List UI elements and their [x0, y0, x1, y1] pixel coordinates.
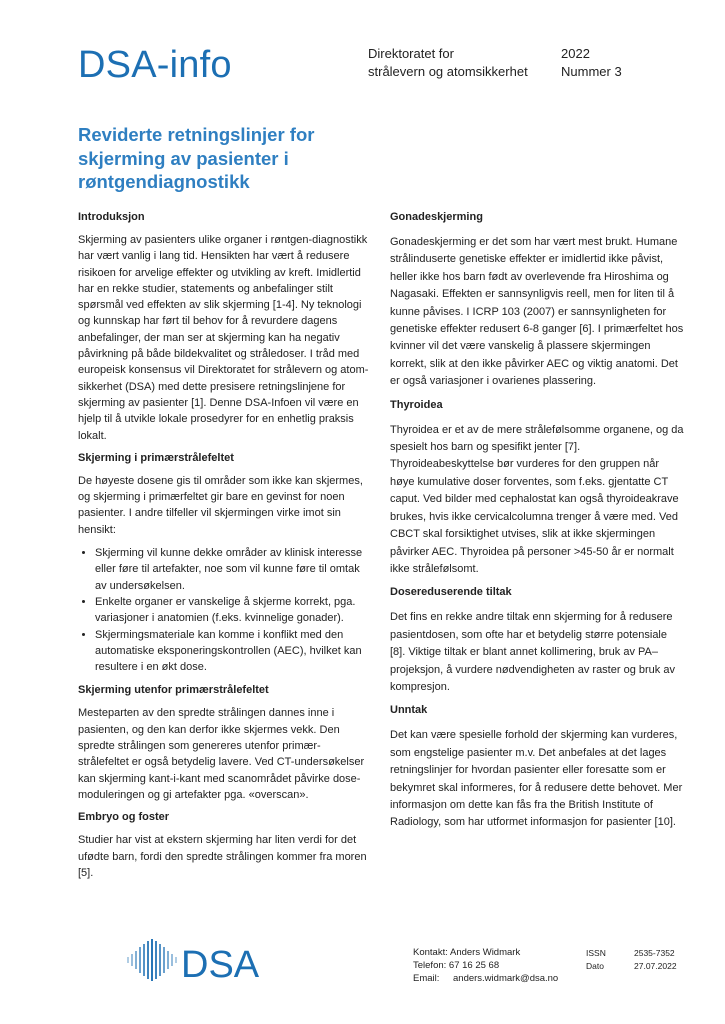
gonad-text: Gonadeskjerming er det som har vært mest brukt. Humane strålinduserte genetiske effekter er imidlertid ikke påvist, heller ikke hos barn født av overlevende fra Hiroshima og Nagasaki. Effekten er sannsynligvis reell, men for liten til å kunne påvises. I ICRP 103 (2007) er sannsynligheten for genetiske effekter redusert 6-8 ganger [6]. I primærfeltet hos kvinner vil det være vanskelig å plassere skjermingen korrekt, slik at den ikke påvirker AEC og viktig anatomi. Det er også variasjoner i ovarienes plassering.	[390, 236, 684, 388]
dose-reduction-text: Det fins en rekke andre tiltak enn skjerming for å redusere pasientdosen, som ofte har et betydelig større potensiale [8]. Viktige tiltak er blant annet kollimering, bruk av PA–projeksjon, å vurdere nødvendigheten av raster og bruk av kompresjon.	[390, 611, 675, 693]
org-line-1: Direktoratet for	[368, 46, 454, 61]
outside-field-heading: Skjerming utenfor primærstrålefeltet	[78, 684, 269, 697]
contact-label: Kontakt:	[413, 947, 448, 958]
bullet-item: • Skjermingsmateriale kan komme i konflikt med den automatiske eksponeringskontrollen (AEC), hvilket kan resultere i en økt dose.	[95, 627, 370, 676]
publication-meta	[586, 947, 677, 973]
date-row	[586, 960, 677, 973]
phone-number: 67 16 25 68	[448, 959, 500, 971]
right-column	[390, 210, 685, 839]
outside-field-text: Mesteparten av den spredte strålingen dannes inne i pasienten, og den kan derfor ikke skjermes vekk. Den spredte strålingen som genereres utenfor primær-strålefeltet er også betydelig lavere. Ved CT-undersøkelser kan skjerming kant-i-kant med scanområdet påvirke dose-moduleringen og gi artefakter pga. «overscan».	[78, 707, 365, 801]
email-row	[413, 973, 558, 986]
exceptions-heading: Unntak	[390, 704, 428, 717]
left-column	[78, 210, 370, 888]
issn-row	[586, 947, 677, 960]
embryo-text: Studier har vist at ekstern skjerming har liten verdi for det ufødte barn, fordi den spredte strålingen kommer fra moren [5].	[78, 834, 367, 879]
gonad-heading: Gonadeskjerming	[390, 211, 483, 223]
email-label: Email:	[413, 972, 440, 984]
intro-heading: Introduksjon	[78, 211, 145, 223]
article-title: Reviderte retningslinjer for skjerming av pasienter i røntgendiagnostikk	[78, 124, 315, 192]
thyroid-text: Thyroidea er et av de mere strålefølsomme organene, og da spesielt hos barn og spesifikt jenter [7]. Thyroideabeskyttelse bør vurderes for den gruppen når høye kumulative doser forventes, som f.eks. gjentatte CT caput. Ved bilder med cephalostat kan også thyroideakrave brukes, hvis ikke cervicalcolumna trenger å være med. Ved CBCT skal forsiktighet utvises, slik at ikke skjermingen påvirker AEC. Thyroidea på personer >45-50 år er normalt ikke strålefølsomt.	[390, 423, 684, 575]
issue-number: Nummer 3	[561, 64, 622, 79]
bullet-item: • Skjerming vil kunne dekke områder av klinisk interesse eller føre til artefakter, noe som vil kunne føre til omtak av undersøkelsen.	[95, 545, 370, 594]
email-address: anders.widmark@dsa.no	[453, 972, 559, 984]
intro-text: Skjerming av pasienters ulike organer i røntgen-diagnostikk har vært vanlig i lang tid. Hensikten har vært å redusere risikoen for arvelige effekter og utvikling av kreft. Imidlertid har en rekke studier, statements og anbefalinger stilt spørsmål ved effekten av slik skjerming [1-4]. Ny teknologi og kunnskap har ført til behov for å revurdere dagens anbefalinger, der man ser at skjerming kan ha negativ påvirkning på både bildekvalitet og stråledoser. I tråd med europeisk konsensus vil Direktoratet for strålevern og atom-sikkerhet (DSA) med dette presisere retningslinjene for skjerming av pasienter [1]. Denne DSA-Infoen vil være en hjelp til å utvikle lokale prosedyrer for en enhetlig praksis lokalt.	[78, 234, 369, 442]
org-line-2: strålevern og atomsikkerhet	[368, 64, 528, 79]
issn-value: 2535-7352	[634, 948, 675, 958]
thyroid-heading: Thyroidea	[390, 398, 443, 411]
embryo-heading: Embryo og foster	[78, 811, 170, 824]
organization-name	[368, 45, 528, 81]
dsa-logo	[125, 935, 265, 985]
primary-field-bullets	[78, 545, 370, 675]
issn-label: ISSN	[586, 948, 606, 958]
primary-field-heading: Skjerming i primærstrålefeltet	[78, 451, 234, 464]
issue-info	[561, 45, 622, 81]
date-value: 27.07.2022	[634, 960, 677, 971]
exceptions-text: Det kan være spesielle forhold der skjerming kan vurderes, som engstelige pasienter m.v. Det anbefales at det lages retningslinjer for hvordan pasienter eller foresatte som er bekymret skal informeres, for å redusere dette behovet. Mer informasjon om dette kan fås fra the British Institute of Radiology, som har utformet informasjon for pasienter [10].	[390, 729, 683, 829]
brand-title: DSA-info	[78, 44, 232, 86]
issue-year: 2022	[561, 46, 590, 61]
primary-field-text: De høyeste dosene gis til områder som ikke kan skjermes, og skjerming i primærfeltet gir bare en gevinst for noen pasienter. I andre tilfeller vil skjermingen virke imot sin hensikt:	[78, 474, 363, 536]
dose-reduction-heading: Dosereduserende tiltak	[390, 586, 512, 599]
contact-name: Anders Widmark	[449, 947, 521, 958]
phone-label: Telefon:	[413, 959, 447, 971]
phone-row	[413, 960, 558, 973]
logo-text: DSA	[181, 944, 260, 985]
bullet-item: • Enkelte organer er vanskelige å skjerme korrekt, pga. variasjoner i anatomien (f.eks. kvinnelige gonader).	[95, 594, 370, 627]
date-label: Dato	[586, 960, 604, 971]
contact-block	[413, 947, 558, 985]
contact-row	[413, 947, 558, 960]
